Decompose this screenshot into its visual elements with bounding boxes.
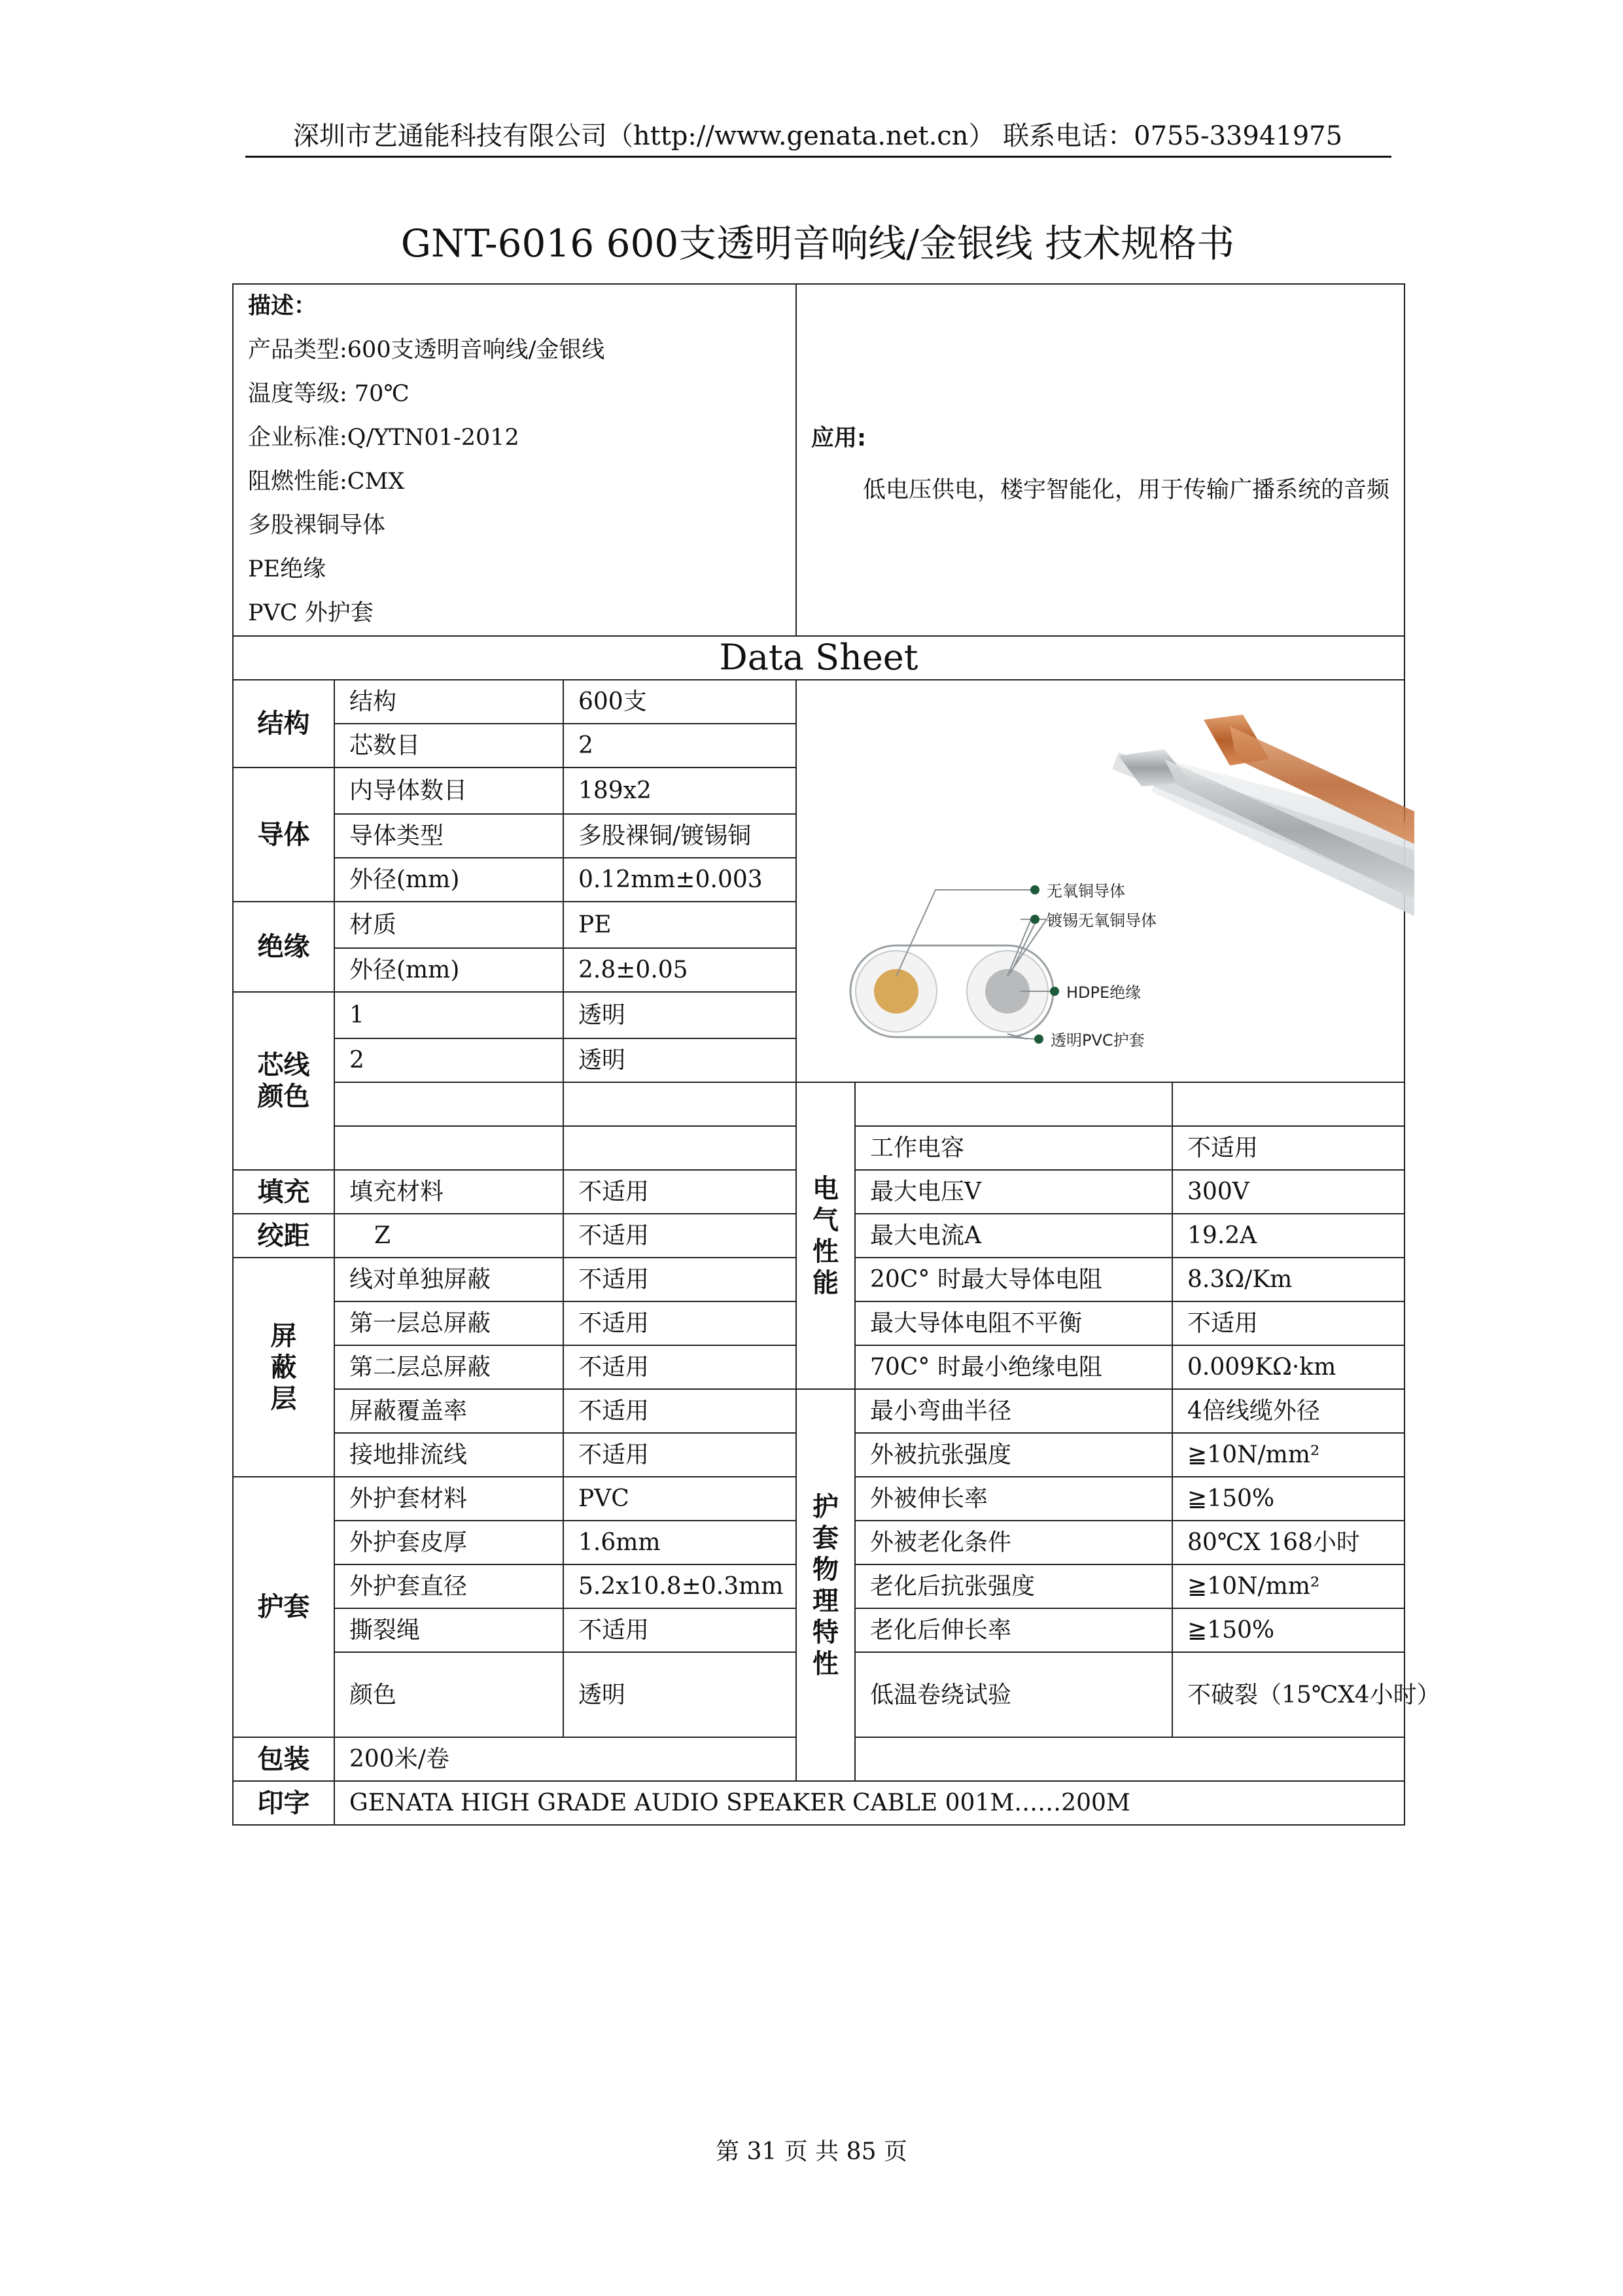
param-value: 不破裂（15℃X4小时） <box>1172 1652 1405 1737</box>
header-rule <box>245 156 1391 158</box>
param-name: 1 <box>334 992 563 1038</box>
param-name: 老化后伸长率 <box>855 1608 1172 1652</box>
cable-diagram <box>811 680 1414 1075</box>
description-line: PE绝缘 <box>248 556 326 582</box>
group-label-part: 物 <box>812 1554 839 1585</box>
param-name: 最大电流A <box>855 1214 1172 1258</box>
param-value: 不适用 <box>563 1389 796 1433</box>
param-name: 导体类型 <box>334 814 563 858</box>
description-heading: 描述： <box>248 293 317 319</box>
group-printing: 印字 <box>233 1781 334 1825</box>
description-cell <box>233 284 796 636</box>
description-row <box>233 284 1405 636</box>
param-value: PE <box>563 902 796 948</box>
printing-value: GENATA HIGH GRADE AUDIO SPEAKER CABLE 001M……200M <box>334 1781 1405 1825</box>
group-packaging: 包装 <box>233 1737 334 1781</box>
param-name: 材质 <box>334 902 563 948</box>
group-label-part: 性 <box>812 1648 839 1679</box>
empty-cell <box>563 1082 796 1126</box>
param-value: 19.2A <box>1172 1214 1405 1258</box>
diagram-label-tinned: 镀锡无氧铜导体 <box>1047 911 1157 930</box>
header-company-line: 深圳市艺通能科技有限公司（http://www.genata.net.cn） 联系电话：0755-33941975 <box>292 121 1343 151</box>
empty-cell <box>334 1126 563 1170</box>
table-row <box>233 1082 1405 1126</box>
group-label-part: 蔽 <box>270 1352 297 1383</box>
table-row <box>233 1389 1405 1433</box>
group-label-part: 层 <box>270 1383 297 1414</box>
datasheet-title: Data Sheet <box>233 636 1405 680</box>
param-value: PVC <box>563 1477 796 1521</box>
param-name: Z <box>334 1214 563 1258</box>
param-name: 最大电压V <box>855 1170 1172 1214</box>
param-name: 20C° 时最大导体电阻 <box>855 1258 1172 1301</box>
param-value: 2.8±0.05 <box>563 948 796 992</box>
group-label-part: 电 <box>812 1173 839 1204</box>
param-name: 外径(mm) <box>334 948 563 992</box>
group-lay: 绞距 <box>233 1214 334 1258</box>
param-value: 8.3Ω/Km <box>1172 1258 1405 1301</box>
description-line: 企业标准:Q/YTN01-2012 <box>248 425 519 451</box>
param-name: 线对单独屏蔽 <box>334 1258 563 1301</box>
label-dot <box>1030 915 1039 924</box>
param-name: 最小弯曲半径 <box>855 1389 1172 1433</box>
application-cell <box>796 284 1405 636</box>
param-value: 4倍线缆外径 <box>1172 1389 1405 1433</box>
param-value: 透明 <box>563 1652 796 1737</box>
group-shield <box>233 1258 334 1477</box>
packaging-value: 200米/卷 <box>334 1737 1405 1781</box>
description-line: 温度等级: 70℃ <box>248 381 410 407</box>
param-name: 最大导体电阻不平衡 <box>855 1301 1172 1345</box>
param-name: 第二层总屏蔽 <box>334 1345 563 1389</box>
label-dot <box>1050 987 1059 996</box>
label-dot <box>1034 1034 1043 1044</box>
param-name: 70C° 时最小绝缘电阻 <box>855 1345 1172 1389</box>
group-label-part: 护 <box>812 1491 839 1522</box>
group-structure: 结构 <box>233 680 334 768</box>
group-label-part: 能 <box>812 1267 839 1298</box>
param-value: 透明 <box>563 992 796 1038</box>
group-label-part: 理 <box>812 1585 839 1616</box>
param-name: 结构 <box>334 680 563 724</box>
param-value: 不适用 <box>563 1170 796 1214</box>
param-value: 300V <box>1172 1170 1405 1214</box>
param-value: 2 <box>563 724 796 768</box>
group-label-part: 特 <box>812 1617 839 1648</box>
page-number: 第 31 页 共 85 页 <box>716 2138 907 2165</box>
param-value: 不适用 <box>563 1608 796 1652</box>
param-value: 189x2 <box>563 768 796 814</box>
param-name: 工作电容 <box>855 1126 1172 1170</box>
table-row <box>233 680 1405 724</box>
group-jacket: 护套 <box>233 1477 334 1737</box>
param-value: 不适用 <box>1172 1301 1405 1345</box>
application-text: 低电压供电，楼宇智能化，用于传输广播系统的音频 <box>863 476 1390 503</box>
label-dot <box>1030 885 1039 894</box>
description-line: 产品类型:600支透明音响线/金银线 <box>248 337 605 363</box>
table-row <box>233 1737 1405 1781</box>
application-heading: 应用: <box>811 425 867 451</box>
param-value: 不适用 <box>563 1214 796 1258</box>
empty-cell <box>334 1082 563 1126</box>
description-line: 阻燃性能:CMX <box>248 468 405 495</box>
param-name: 内导体数目 <box>334 768 563 814</box>
param-name: 填充材料 <box>334 1170 563 1214</box>
document-title: GNT-6016 600支透明音响线/金银线 技术规格书 <box>400 221 1235 266</box>
cable-photo <box>1112 715 1414 916</box>
param-name: 老化后抗张强度 <box>855 1564 1172 1608</box>
diagram-label-insulation: HDPE绝缘 <box>1066 983 1142 1002</box>
group-label-part: 气 <box>812 1205 839 1235</box>
param-value: 不适用 <box>563 1258 796 1301</box>
param-value: 600支 <box>563 680 796 724</box>
param-value: 不适用 <box>1172 1126 1405 1170</box>
param-name: 外护套皮厚 <box>334 1521 563 1564</box>
table-row <box>233 1781 1405 1825</box>
param-value: 0.009KΩ·km <box>1172 1345 1405 1389</box>
group-filling: 填充 <box>233 1170 334 1214</box>
group-electrical <box>796 1082 855 1389</box>
param-name: 外被老化条件 <box>855 1521 1172 1564</box>
param-name: 外护套直径 <box>334 1564 563 1608</box>
param-name: 芯数目 <box>334 724 563 768</box>
param-name: 外被抗张强度 <box>855 1433 1172 1477</box>
description-line: PVC 外护套 <box>248 600 374 626</box>
group-core-color <box>233 992 334 1170</box>
param-name: 外径(mm) <box>334 858 563 902</box>
param-name: 屏蔽覆盖率 <box>334 1389 563 1433</box>
group-label-part: 性 <box>812 1236 839 1267</box>
group-conductor: 导体 <box>233 768 334 902</box>
group-label-part: 芯线 <box>257 1050 310 1081</box>
param-value: 不适用 <box>563 1433 796 1477</box>
param-name: 颜色 <box>334 1652 563 1737</box>
empty-cell <box>563 1126 796 1170</box>
group-label-part: 颜色 <box>257 1082 310 1112</box>
param-name: 撕裂绳 <box>334 1608 563 1652</box>
param-name: 外护套材料 <box>334 1477 563 1521</box>
empty-cell <box>1172 1082 1405 1126</box>
diagram-label-copper: 无氧铜导体 <box>1047 882 1126 900</box>
param-value: ≧10N/mm² <box>1172 1433 1405 1477</box>
spec-table <box>232 283 1440 1826</box>
group-physical <box>796 1389 855 1781</box>
param-value: 1.6mm <box>563 1521 796 1564</box>
description-line: 多股裸铜导体 <box>248 512 386 539</box>
param-name: 外被伸长率 <box>855 1477 1172 1521</box>
param-name: 接地排流线 <box>334 1433 563 1477</box>
group-label-part: 套 <box>812 1523 839 1553</box>
param-name: 第一层总屏蔽 <box>334 1301 563 1345</box>
param-value: 0.12mm±0.003 <box>563 858 796 902</box>
group-insulation: 绝缘 <box>233 902 334 992</box>
param-value: 多股裸铜/镀锡铜 <box>563 814 796 858</box>
param-name: 低温卷绕试验 <box>855 1652 1172 1737</box>
diagram-label-jacket: 透明PVC护套 <box>1051 1031 1145 1050</box>
cable-diagram-cell <box>796 680 1405 1082</box>
param-value: 不适用 <box>563 1345 796 1389</box>
empty-cell <box>855 1082 1172 1126</box>
param-value: 不适用 <box>563 1301 796 1345</box>
param-name: 2 <box>334 1038 563 1082</box>
param-value: ≧150% <box>1172 1608 1405 1652</box>
param-value: 80℃X 168小时 <box>1172 1521 1405 1564</box>
param-value: ≧150% <box>1172 1477 1405 1521</box>
param-value: 5.2x10.8±0.3mm <box>563 1564 796 1608</box>
param-value: 透明 <box>563 1038 796 1082</box>
param-value: ≧10N/mm² <box>1172 1564 1405 1608</box>
group-label-part: 屏 <box>270 1320 297 1351</box>
